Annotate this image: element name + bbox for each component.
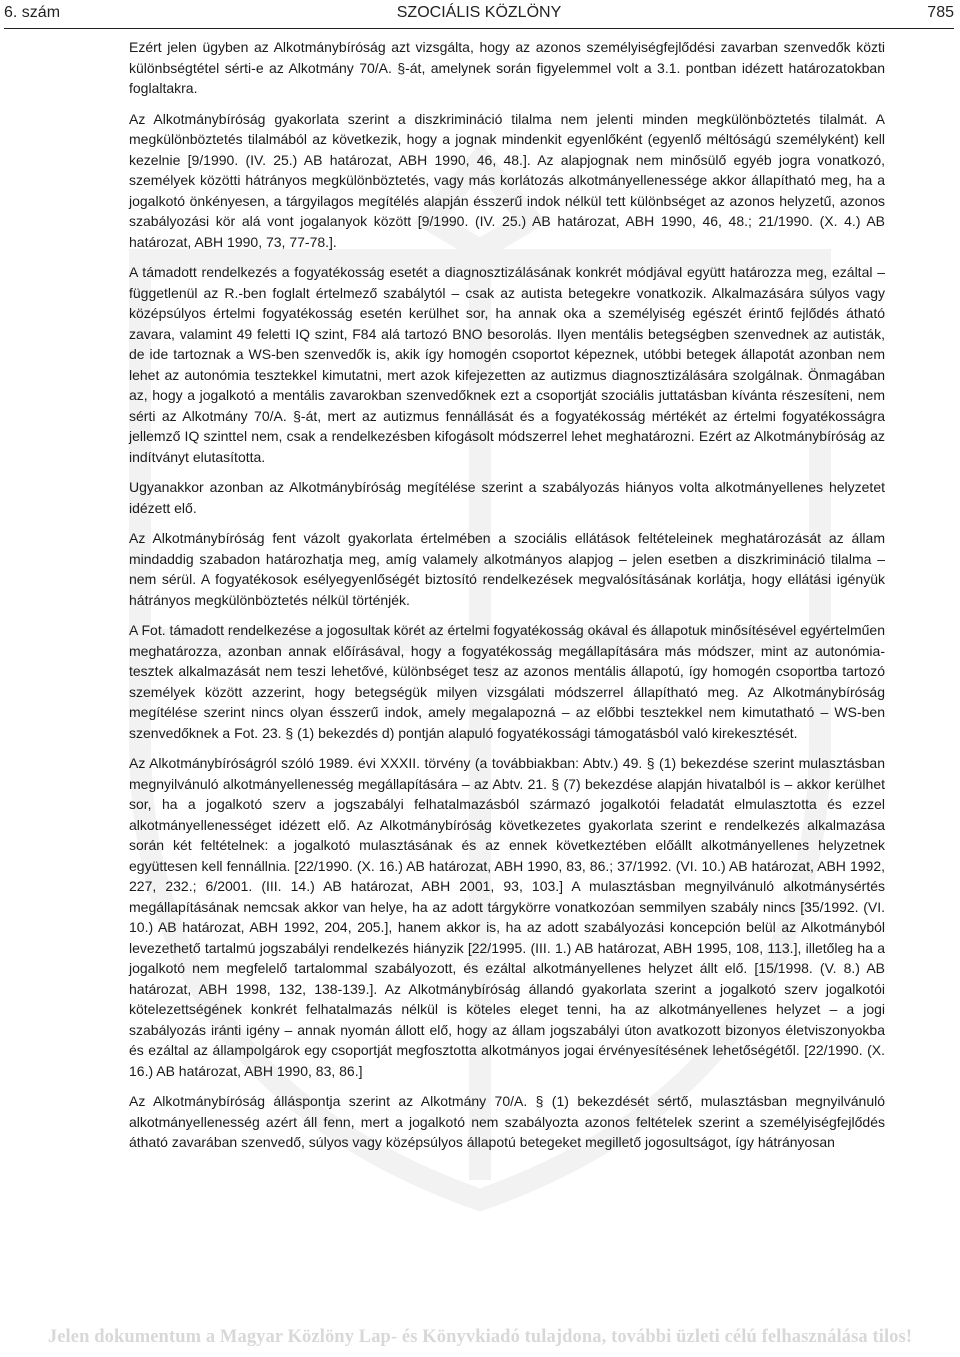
paragraph: Az Alkotmánybíróság álláspontja szerint az Alkotmány 70/A. § (1) bekezdését sértő, mulasztásban megnyilvánuló alkotmányellenesség azért áll fenn, mert a jogalkotó nem szabályozta azonos feltételek szerint a személyiségfejlődés átható zavarában szenvedő, súlyos vagy középsúlyos állapotú betegeket megillető jogosultságot, így hátrányosan (129, 1093, 885, 1150)
paragraph: Az Alkotmánybíróság fent vázolt gyakorlata értelmében a szociális ellátások feltételeinek meghatározását az állam mindaddig szabadon határozhatja meg, amíg valamely alkotmányos alapjog – jelen esetben a diszkrimináció tilalma – nem sérül. A fogyatékosok esélyegyenlőségét biztosító rendelkezések megvalósításának korlátja, hogy ellátási igényük hátrányos megkülönböztetés nélkül történjék. (129, 530, 885, 608)
footer-copyright-watermark: Jelen dokumentum a Magyar Közlöny Lap- és Könyvkiadó tulajdona, további üzleti célú felhasználása tilos! (47, 1327, 913, 1347)
paragraph: A támadott rendelkezés a fogyatékosság esetét a diagnosztizálásának konkrét módjával együtt határozza meg, ezáltal – függetlenül az R.-ben foglalt értelmező szabálytól – csak az autista betegekre vonatkozik. Alkalmazására súlyos vagy középsúlyos értelmi fogyatékosság esetén kerülhet sor, ha annak oka a személyiség egészét érintő fejlődés átható zavara, valamint 49 feletti IQ szint, F84 alá tartozó BNO besorolás. Ilyen mentális betegségben szenvednek az autisták, de ide tartoznak a WS-ben szenvedők is, akik így homogén csoportot képeznek, utóbbi betegek állapotát azonban nem lehet az autonómia tesztekkel kimutatni, mert azok kifejezetten az autizmus diagnosztizálására szolgálnak. Önmagában az, hogy a jogalkotó a mentális zavarokban szenvedőknek ezt a csoportját szociális juttatásban kívánta részesíteni, nem sérti az Alkotmány 70/A. §-át, mert az autizmus fennállását és a fogyatékosság mértékét az értelmi fogyatékosságra jellemző IQ szinttel nem, csak a rendelkezésben kifogásolt módszerrel lehet meghatározni. Ezért az Alkotmánybíróság az indítványt elutasította. (129, 264, 885, 465)
page-header (4, 2, 954, 29)
page-number: 785 (927, 4, 954, 21)
document-body (129, 37, 885, 1163)
journal-title: SZOCIÁLIS KÖZLÖNY (396, 4, 562, 21)
paragraph: Az Alkotmánybíróságról szóló 1989. évi XXXII. törvény (a továbbiakban: Abtv.) 49. § (1) bekezdése szerint mulasztásban megnyilvánuló alkotmányellenesség megállapítására – az Abtv. 21. § (7) bekezdése alapján hivatalból is – akkor kerülhet sor, ha a jogalkotó szerv a jogszabályi felhatalmazásból származó jogalkotói feladatát elmulasztotta és ezzel alkotmányellenességet idézett elő. Az Alkotmánybíróság következetes gyakorlata szerint e rendelkezés alkalmazása során két feltételnek: a jogalkotó mulasztásának és az ennek következtében előállt alkotmányellenes helyzetnek együttesen kell fennállnia. [22/1990. (X. 16.) AB határozat, ABH 1990, 83, 86.; 37/1992. (VI. 10.) AB határozat, ABH 1992, 227, 232.; 6/2001. (III. 14.) AB határozat, ABH 2001, 93, 103.] A mulasztásban megnyilvánuló alkotmánysértés megállapításának nemcsak akkor van helye, ha az adott tárgykörre vonatkozóan semmilyen szabály nincs [35/1992. (VI. 10.) AB határozat, ABH 1992, 204, 205.], hanem akkor is, ha az adott szabályozási koncepción belül az Alkotmányból levezethető tartalmú jogszabályi rendelkezés hiányzik [22/1995. (III. 1.) AB határozat, ABH 1995, 108, 113.], illetőleg ha a jogalkotó nem megfelelő tartalommal szabályozott, és ezáltal alkotmányellenes helyzet állt elő. [15/1998. (V. 8.) AB határozat, ABH 1998, 132, 138-139.]. Az Alkotmánybíróság állandó gyakorlata szerint a jogalkotó szerv jogalkotói kötelezettségének konkrét felhatalmazás nélkül is köteles eleget tenni, ha az alkotmányellenes helyzet – a jogi szabályozás iránti igény – annak nyomán állott elő, hogy az állam jogszabályi úton avatkozott bizonyos életviszonyokba és ezáltal az állampolgárok egy csoportját megfosztotta alkotmányos jogai érvényesítésének lehetőségétől. [22/1990. (X. 16.) AB határozat, ABH 1990, 83, 86.] (129, 755, 885, 1079)
paragraph: Ugyanakkor azonban az Alkotmánybíróság megítélése szerint a szabályozás hiányos volta alkotmányellenes helyzetet idézett elő. (129, 479, 885, 516)
paragraph: Az Alkotmánybíróság gyakorlata szerint a diszkrimináció tilalma nem jelenti minden megkülönböztetés tilalmát. A megkülönböztetés tilalmából az következik, hogy a jognak mindenkit egyenlőként (egyenlő méltóságú személyként) kell kezelnie [9/1990. (IV. 25.) AB határozat, ABH 1990, 46, 48.]. Az alapjognak nem minősülő egyéb jogra vonatkozó, személyek közötti hátrányos megkülönböztetés, vagy más korlátozás alkotmányellenessége akkor állapítható meg, ha a jogalkotó önkényesen, a tárgyilagos megítélés alapján ésszerű indok nélkül tett különbséget az azonos helyzetű, azonos szabályozási kör alá vont jogalanyok között [9/1990. (IV. 25.) AB határozat, ABH 1990, 46, 48.; 21/1990. (X. 4.) AB határozat, ABH 1990, 73, 77-78.]. (129, 110, 885, 250)
issue-number: 6. szám (4, 4, 61, 21)
paragraph: Ezért jelen ügyben az Alkotmánybíróság azt vizsgálta, hogy az azonos személyiségfejlődési zavarban szenvedők közti különbségtétel sérti-e az Alkotmány 70/A. §-át, amelynek során figyelemmel volt a 3.1. pontban idézett határozatokban foglaltakra. (129, 39, 885, 96)
paragraph: A Fot. támadott rendelkezése a jogosultak körét az értelmi fogyatékosság okával és állapotuk minősítésével egyértelműen meghatározza, azonban annak előírásával, hogy a fogyatékosság megállapítására más módszer, mint az autonómia-tesztek alkalmazását nem teszi lehetővé, különbséget tesz az azonos mentális állapotú, így homogén csoportba tartozó személyek között azzerint, hogy betegségük milyen vizsgálati módszerrel állapítható meg. Az Alkotmánybíróság megítélése szerint nincs olyan ésszerű indok, amely megalapozná – az előbbi tesztekkel nem kimutatható – WS-ben szenvedőknek a Fot. 23. § (1) bekezdés d) pontján alapuló fogyatékossági támogatásból való kirekesztését. (129, 622, 885, 741)
